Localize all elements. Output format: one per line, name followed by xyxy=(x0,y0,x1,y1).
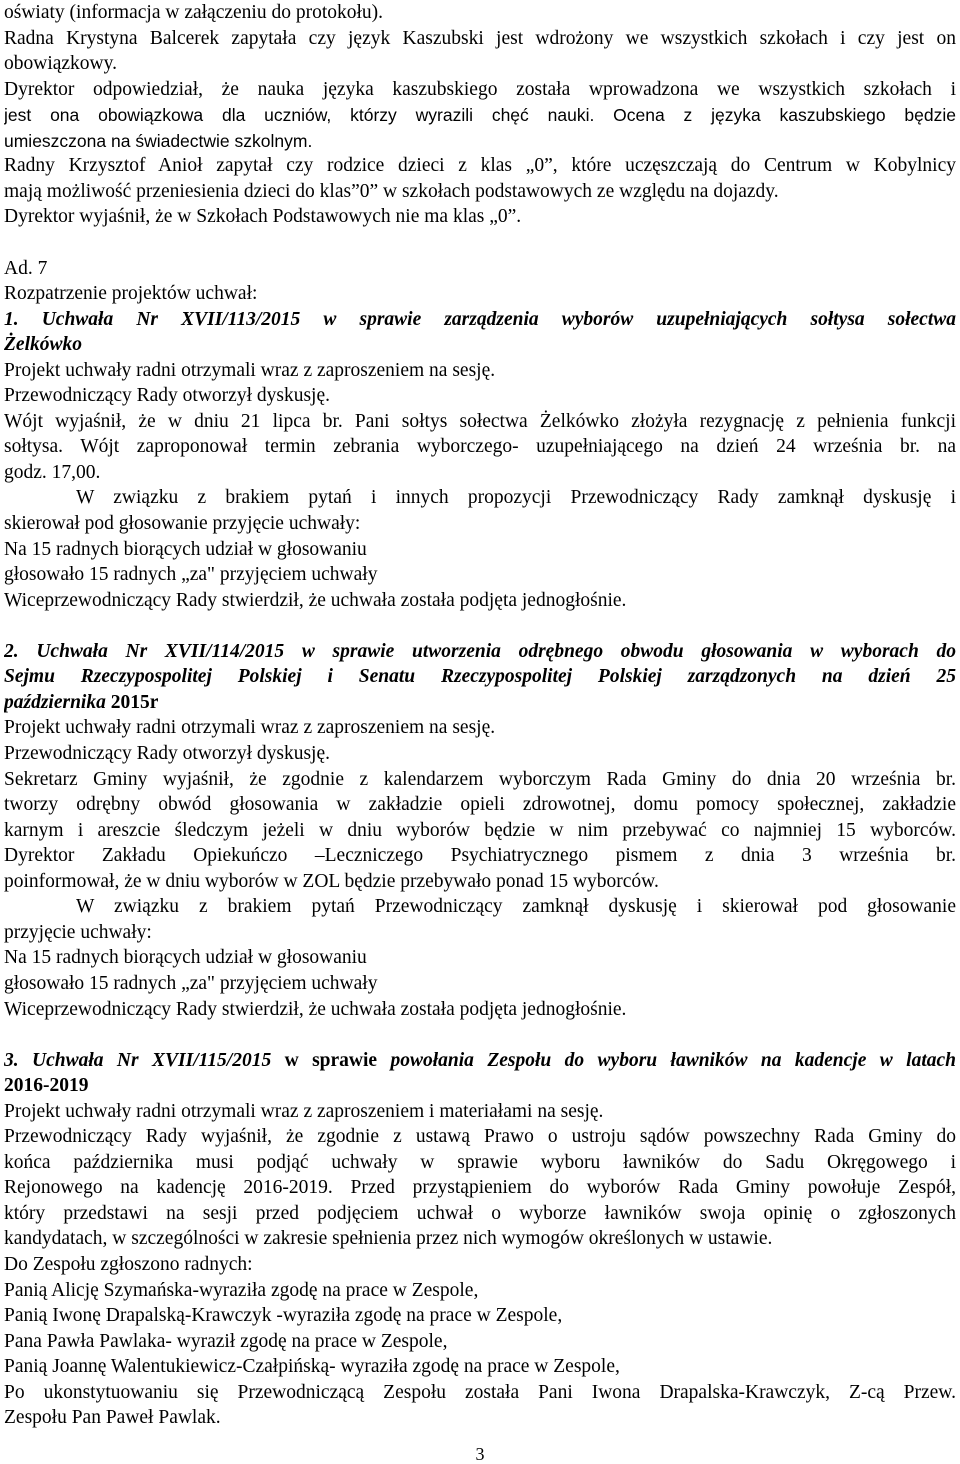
text-run: obowiązkowy. xyxy=(4,53,118,75)
text-run: 3. Uchwała Nr XVII/115/2015 xyxy=(4,1049,272,1071)
text-run: umieszczona na świadectwie szkolnym. xyxy=(4,130,313,151)
text-line xyxy=(4,358,956,384)
text-line xyxy=(4,409,956,435)
text-run: karnym i areszcie śledczym jeżeli w dniu wyborów będzie w nim przebywać co najmniej 15 wyborców. xyxy=(4,819,956,841)
text-line xyxy=(4,460,956,486)
text-line xyxy=(4,1303,956,1329)
text-run: Dyrektor odpowiedział, że nauka języka kaszubskiego została wprowadzona we wszystkich szkołach i xyxy=(4,78,956,100)
text-line xyxy=(4,1252,956,1278)
page-number: 3 xyxy=(475,1444,485,1464)
text-line xyxy=(4,77,956,103)
text-run: powołania Zespołu do wyboru ławników na kadencje w latach xyxy=(390,1049,956,1071)
text-line xyxy=(4,1099,956,1125)
text-run: poinformował, że w dniu wyborów w ZOL będzie przebywało ponad 15 wyborców. xyxy=(4,870,659,892)
text-run: Projekt uchwały radni otrzymali wraz z zaproszeniem na sesję. xyxy=(4,717,496,739)
text-line xyxy=(4,715,956,741)
text-line xyxy=(4,945,956,971)
text-line xyxy=(4,1354,956,1380)
text-line xyxy=(76,894,956,920)
text-run: Do Zespołu zgłoszono radnych: xyxy=(4,1254,253,1275)
text-run: tworzy odrębny obwód głosowania w zakładzie opieli zdrowotnej, domu pomocy społecznej, zakładzie xyxy=(4,794,956,816)
text-line xyxy=(4,792,956,818)
text-line xyxy=(4,128,956,154)
text-line xyxy=(4,843,956,869)
text-run: kandydatach, w szczególności w zakresie spełnienia przez nich wymogów określonych w ustawie. xyxy=(4,1228,773,1250)
text-line xyxy=(4,1380,956,1406)
text-run: Sejmu Rzeczypospolitej Polskiej i Senatu Rzeczypospolitej Polskiej zarządzonych na dzień 25 xyxy=(4,666,956,688)
text-line xyxy=(4,920,956,946)
text-run: Wójt wyjaśnił, że w dniu 21 lipca br. Pani sołtys sołectwa Żelkówko złożyła rezygnację z pełnienia funkcji xyxy=(4,410,956,432)
text-line xyxy=(4,537,956,563)
text-run: 2016-2019 xyxy=(4,1075,89,1097)
text-run: Pana Pawła Pawlaka- wyraził zgodę na prace w Zespole, xyxy=(4,1330,448,1352)
text-run: Dyrektor Zakładu Opiekuńczo –Leczniczego Psychiatrycznego pismem z dnia 3 września br. xyxy=(4,845,956,867)
text-run: Panią Alicję Szymańska-wyraziła zgodę na prace w Zespole, xyxy=(4,1279,479,1301)
text-run: 2. Uchwała Nr XVII/114/2015 w sprawie utworzenia odrębnego obwodu głosowania w wyborach do xyxy=(4,640,956,662)
text-line xyxy=(4,281,956,307)
text-run: Rejonowego na kadencję 2016-2019. Przed przystąpieniem do wyborów Rada Gminy powołuje Zespół, xyxy=(4,1177,956,1199)
text-line xyxy=(76,485,956,511)
text-run: przyjęcie uchwały: xyxy=(4,921,152,943)
text-run: skierował pod głosowanie przyjęcie uchwały: xyxy=(4,513,361,534)
text-line xyxy=(4,869,956,895)
text-line xyxy=(4,1124,956,1150)
text-line xyxy=(4,1175,956,1201)
text-run: Ad. 7 xyxy=(4,257,48,279)
text-line xyxy=(4,51,956,77)
text-run: jest ona obowiązkowa dla uczniów, którzy wyrazili chęć nauki. Ocena z języka kaszubskiego będzie xyxy=(4,105,956,126)
text-line xyxy=(4,1278,956,1304)
text-line xyxy=(4,0,956,26)
text-line xyxy=(4,1048,956,1074)
text-run: Wiceprzewodniczący Rady stwierdził, że uchwała została podjęta jednogłośnie. xyxy=(4,589,627,611)
text-run: Sekretarz Gminy wyjaśnił, że zgodnie z kalendarzem wyborczym Rada Gminy do dnia 20 września br. xyxy=(4,768,956,790)
text-run: W związku z brakiem pytań i innych propozycji Przewodniczący Rady zamknął dyskusję i xyxy=(76,487,956,509)
text-line xyxy=(4,767,956,793)
text-line xyxy=(4,1329,956,1355)
text-run: Radna Krystyna Balcerek zapytała czy język Kaszubski jest wdrożony we wszystkich szkołach i czy jest on xyxy=(4,27,956,49)
text-line xyxy=(4,690,956,716)
text-line xyxy=(4,511,956,537)
text-run: Projekt uchwały radni otrzymali wraz z zaproszeniem i materiałami na sesję. xyxy=(4,1100,604,1122)
text-line xyxy=(4,102,956,128)
text-run: głosowało 15 radnych „za" przyjęciem uchwały xyxy=(4,972,378,994)
text-line xyxy=(4,741,956,767)
text-run: mają możliwość przeniesienia dzieci do klas”0” w szkołach podstawowych ze względu na dojazdy. xyxy=(4,180,779,202)
text-run: Przewodniczący Rady otworzył dyskusję. xyxy=(4,385,330,407)
text-line xyxy=(4,588,956,614)
text-run: Panią Joannę Walentukiewicz-Czałpińską- wyraziła zgodę na prace w Zespole, xyxy=(4,1356,620,1378)
text-run: 2015r xyxy=(105,691,159,713)
text-run: Dyrektor wyjaśnił, że w Szkołach Podstawowych nie ma klas „0”. xyxy=(4,206,522,228)
text-line xyxy=(4,1073,956,1099)
text-run: sołtysa. Wójt zaproponował termin zebrania wyborczego- uzupełniającego na dzień 24 września br. na xyxy=(4,436,956,458)
text-run: października xyxy=(4,691,106,713)
text-line xyxy=(4,1405,956,1431)
text-line xyxy=(4,256,956,282)
text-line xyxy=(4,997,956,1023)
text-line xyxy=(4,332,956,358)
text-run: Panią Iwonę Drapalską-Krawczyk -wyraziła zgodę na prace w Zespole, xyxy=(4,1305,563,1326)
text-line xyxy=(4,818,956,844)
text-line xyxy=(4,204,956,230)
text-run: Przewodniczący Rady otworzył dyskusję. xyxy=(4,743,330,764)
text-run: Radny Krzysztof Anioł zapytał czy rodzice dzieci z klas „0”, które uczęszczają do Centrum w Kobylnicy xyxy=(4,155,956,177)
text-line xyxy=(4,664,956,690)
text-line xyxy=(4,307,956,333)
text-line xyxy=(4,639,956,665)
text-run: Na 15 radnych biorących udział w głosowaniu xyxy=(4,538,367,560)
text-run: Żelkówko xyxy=(4,334,82,356)
text-line xyxy=(4,179,956,205)
text-run: Projekt uchwały radni otrzymali wraz z zaproszeniem na sesję. xyxy=(4,359,496,381)
text-run: w sprawie xyxy=(271,1049,391,1071)
text-line xyxy=(4,383,956,409)
text-run: godz. 17,00. xyxy=(4,461,101,483)
text-run: Zespołu Pan Paweł Pawlak. xyxy=(4,1407,221,1429)
text-run: końca października musi podjąć uchwały w sprawie wyboru ławników do Sadu Okręgowego i xyxy=(4,1151,956,1173)
text-run: Przewodniczący Rady wyjaśnił, że zgodnie z ustawą Prawo o ustroju sądów powszechny Rada Gminy do xyxy=(4,1126,956,1148)
text-line xyxy=(4,1226,956,1252)
text-line xyxy=(4,971,956,997)
text-line xyxy=(4,562,956,588)
text-run: Po ukonstytuowaniu się Przewodniczącą Zespołu została Pani Iwona Drapalska-Krawczyk, Z-cą Przew. xyxy=(4,1381,956,1403)
text-run: głosowało 15 radnych „za" przyjęciem uchwały xyxy=(4,564,378,586)
text-run: Rozpatrzenie projektów uchwał: xyxy=(4,283,258,305)
text-line xyxy=(4,1201,956,1227)
text-run: który przedstawi na sesji przed podjęciem uchwał o wyborze ławników swoja opinię o zgłoszonych xyxy=(4,1202,956,1224)
text-line xyxy=(4,434,956,460)
text-run: oświaty (informacja w załączeniu do protokołu). xyxy=(4,2,384,23)
text-line xyxy=(4,26,956,52)
text-run: 1. Uchwała Nr XVII/113/2015 w sprawie zarządzenia wyborów uzupełniających sołtysa sołectwa xyxy=(4,308,956,330)
text-run: Wiceprzewodniczący Rady stwierdził, że uchwała została podjęta jednogłośnie. xyxy=(4,998,627,1020)
text-run: Na 15 radnych biorących udział w głosowaniu xyxy=(4,947,367,969)
text-run: W związku z brakiem pytań Przewodniczący zamknął dyskusję i skierował pod głosowanie xyxy=(76,896,956,918)
text-line xyxy=(4,1150,956,1176)
text-line xyxy=(4,153,956,179)
